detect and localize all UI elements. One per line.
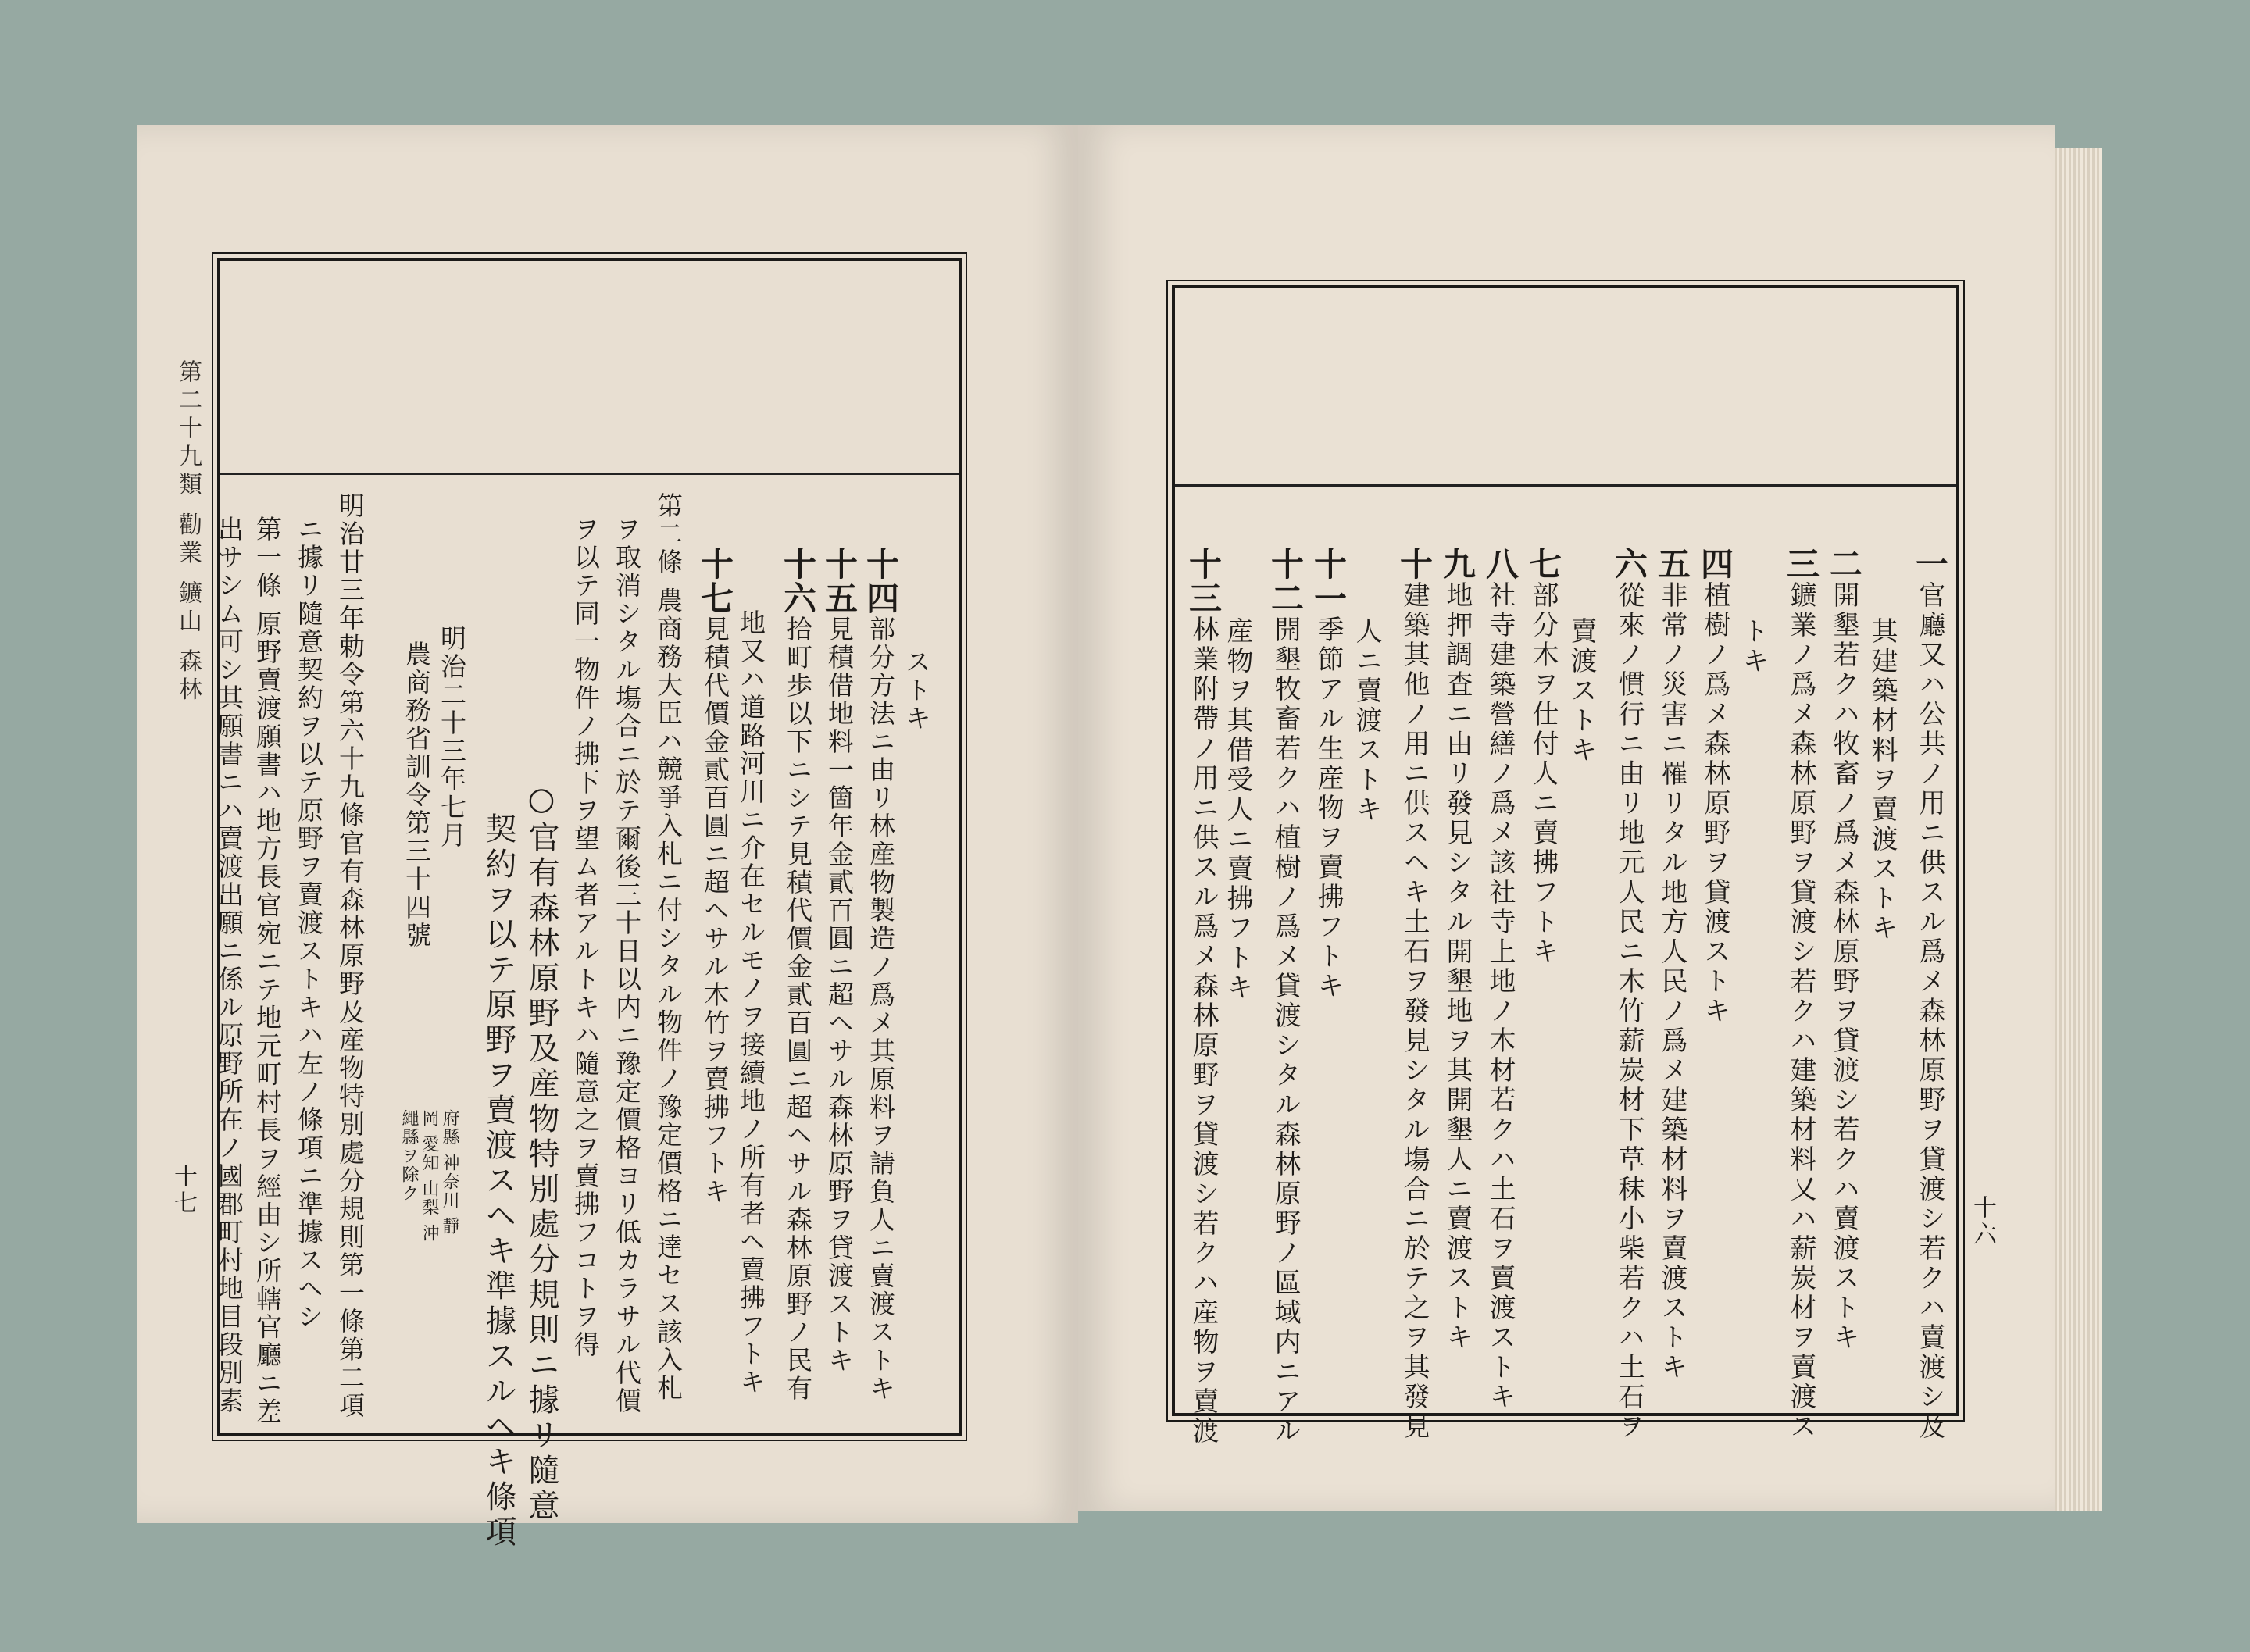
text-line: ニ據リ隨意契約ヲ以テ原野ヲ賣渡ストキハ左ノ條項ニ準據スヘシ [294,516,324,1331]
text-line: 人ニ賣渡ストキ [1351,617,1382,825]
item-marker: 十 [1395,547,1434,581]
text-line: ヲ以テ同一物件ノ拂下ヲ望ム者アルトキハ隨意之ヲ賣拂フコトヲ得 [570,516,601,1359]
item-marker: 三 [1782,547,1820,581]
item-marker: 十七 [696,547,734,615]
text-line: ヲ取消シタル塲合ニ於テ爾後三十日以内ニ豫定價格ヨリ低カラサル代價 [612,516,642,1415]
item-marker: 十五 [820,547,859,615]
page-number-left: 十七 [170,1164,197,1217]
left-header-rule [220,473,959,475]
text-line: 十一季節アル生産物ヲ賣拂フトキ [1309,547,1348,1001]
date-line: 明治二十三年七月 [437,625,467,850]
text-line: 第一條 原野賣渡願書ハ地方長官宛ニテ地元町村長ヲ經由シ所轄官廳ニ差 [252,516,283,1426]
text-line: 四植樹ノ爲メ森林原野ヲ貸渡ストキ [1696,547,1734,1026]
item-marker: 十四 [862,547,900,615]
text-line: 十三林業附帶ノ用ニ供スル爲メ森林原野ヲ貸渡シ若クハ産物ヲ賣渡 [1184,547,1223,1447]
item-marker: 六 [1610,547,1648,581]
text-line: 出サシム可シ其願書ニハ賣渡出願ニ係ル原野所在ノ國郡町村地目段別素 [214,516,245,1415]
item-marker: 十六 [779,547,817,615]
section-title: 契約ヲ以テ原野ヲ賣渡スヘキ準據スルヘキ條項 [480,812,516,1550]
section-title: ○官有森林原野及産物特別處分規則ニ據リ隨意 [523,781,559,1524]
text-line: 八社寺建築營繕ノ爲メ該社寺上地ノ木材若クハ土石ヲ賣渡ストキ [1481,547,1520,1412]
item-marker: 十三 [1184,547,1223,615]
page-number-right: 十六 [1969,1195,1996,1248]
text-line: 十建築其他ノ用ニ供スヘキ土石ヲ發見シタル塲合ニ於テ之ヲ其發見 [1395,547,1434,1442]
text-line: 十四部分方法ニ由リ林産物製造ノ爲メ其原料ヲ請負人ニ賣渡ストキ [862,547,900,1403]
text-line: 十五見積借地料一箇年金貳百圓ニ超ヘサル森林原野ヲ貸渡ストキ [820,547,859,1375]
item-marker: 八 [1481,547,1520,581]
text-line: 九地押調査ニ由リ發見シタル開墾地ヲ其開墾人ニ賣渡ストキ [1438,547,1477,1353]
item-marker: 十二 [1266,547,1305,615]
text-line: 十二開墾牧畜若クハ植樹ノ爲メ貸渡シタル森林原野ノ區域内ニアル [1266,547,1305,1447]
item-marker: 九 [1438,547,1477,581]
addressee: 府縣 神奈川 靜岡 愛知 山梨 沖繩縣ヲ除ク [399,1109,459,1243]
item-marker: 二 [1825,547,1863,581]
item-marker: 四 [1696,547,1734,581]
text-line: 七部分木ヲ仕付人ニ賣拂フトキ [1524,547,1562,967]
text-line: 十六拾町歩以下ニシテ見積代價金貳百圓ニ超ヘサル森林原野ノ民有 [779,547,817,1403]
text-line: 第二條 農商務大臣ハ競爭入札ニ付シタル物件ノ豫定價格ニ達セス該入札 [653,492,684,1403]
item-marker: 十一 [1309,547,1348,615]
text-line: 六從來ノ慣行ニ由リ地元人民ニ木竹薪炭材下草秣小柴若クハ土石ヲ [1610,547,1648,1442]
text-line: 明治廿三年勅令第六十九條官有森林原野及産物特別處分規則第一條第二項 [335,492,366,1420]
text-line: ストキ [902,648,932,733]
text-line: 賣渡ストキ [1566,617,1597,765]
item-marker: 七 [1524,547,1562,581]
ordinance-number: 農商務省訓令第三十四號 [402,640,432,950]
text-line: 産物ヲ其借受人ニ賣拂フトキ [1222,617,1253,1003]
running-head: 第二十九類 勸業 鑛山 森林 [174,359,202,705]
item-marker: 五 [1653,547,1691,581]
text-line: 其建築材料ヲ賣渡ストキ [1866,617,1898,944]
item-marker: 一 [1911,547,1949,581]
right-header-rule [1175,484,1956,487]
text-line: 三鑛業ノ爲メ森林原野ヲ貸渡シ若クハ建築材料又ハ薪炭材ヲ賣渡ス [1782,547,1820,1442]
text-line: 五非常ノ災害ニ罹リタル地方人民ノ爲メ建築材料ヲ賣渡ストキ [1653,547,1691,1383]
text-line: 一官廳又ハ公共ノ用ニ供スル爲メ森林原野ヲ貸渡シ若クハ賣渡シ及 [1911,547,1949,1442]
text-line: 地又ハ道路河川ニ介在セルモノヲ接續地ノ所有者ヘ賣拂フトキ [736,609,766,1397]
text-line: 二開墾若クハ牧畜ノ爲メ森林原野ヲ貸渡シ若クハ賣渡ストキ [1825,547,1863,1353]
text-line: 十七見積代價金貳百圓ニ超ヘサル木竹ヲ賣拂フトキ [696,547,734,1206]
text-line: トキ [1738,617,1769,676]
page-edges [2055,148,2102,1511]
